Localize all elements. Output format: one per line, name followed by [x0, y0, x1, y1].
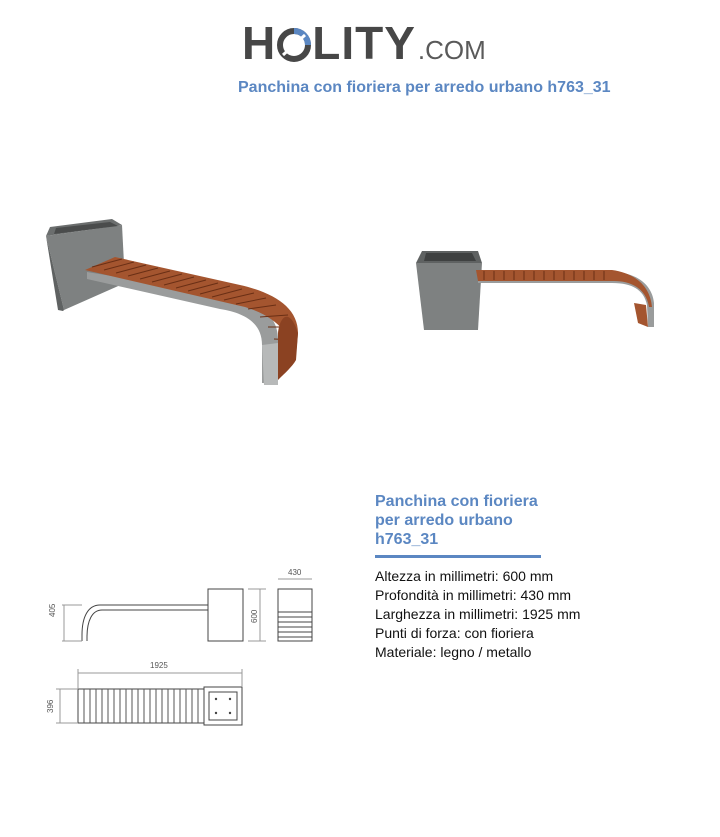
logo-domain: .COM	[417, 35, 486, 65]
page-title: Panchina con fioriera per arredo urbano h763_31	[238, 79, 611, 96]
spec-value: 600 mm	[502, 568, 554, 584]
spec-label: Altezza in millimetri:	[375, 568, 499, 584]
dim-label-depth: 430	[288, 568, 302, 577]
dim-label-width: 1925	[150, 661, 168, 670]
spec-label: Larghezza in millimetri:	[375, 606, 519, 622]
product-photo-side	[412, 243, 662, 338]
logo-letters: LITY	[312, 17, 416, 69]
spec-value: 1925 mm	[522, 606, 581, 622]
product-title-line: per arredo urbano	[375, 512, 513, 529]
spec-height	[375, 567, 675, 586]
spec-value: 430 mm	[520, 587, 572, 603]
holity-logo[interactable]	[242, 16, 486, 70]
spec-strengths	[375, 624, 675, 643]
product-title	[375, 492, 675, 549]
spec-value: con fioriera	[464, 625, 534, 641]
spec-width	[375, 605, 675, 624]
logo-letter-h: H	[242, 17, 277, 69]
dim-label-plan-depth: 396	[46, 699, 55, 713]
title-divider	[375, 555, 541, 558]
dim-label-seat-height: 405	[48, 603, 57, 617]
technical-drawing	[40, 565, 340, 735]
spec-material	[375, 643, 675, 662]
dim-label-total-height: 600	[250, 609, 259, 623]
product-photo-angled	[40, 215, 305, 390]
product-title-line: h763_31	[375, 531, 439, 548]
spec-label: Profondità in millimetri:	[375, 587, 517, 603]
product-title-line: Panchina con fioriera	[375, 493, 538, 510]
spec-label: Materiale:	[375, 644, 437, 660]
product-info	[375, 492, 675, 662]
spec-value: legno / metallo	[440, 644, 532, 660]
spec-label: Punti di forza:	[375, 625, 461, 641]
spec-depth	[375, 586, 675, 605]
logo-ring-icon	[277, 28, 311, 62]
